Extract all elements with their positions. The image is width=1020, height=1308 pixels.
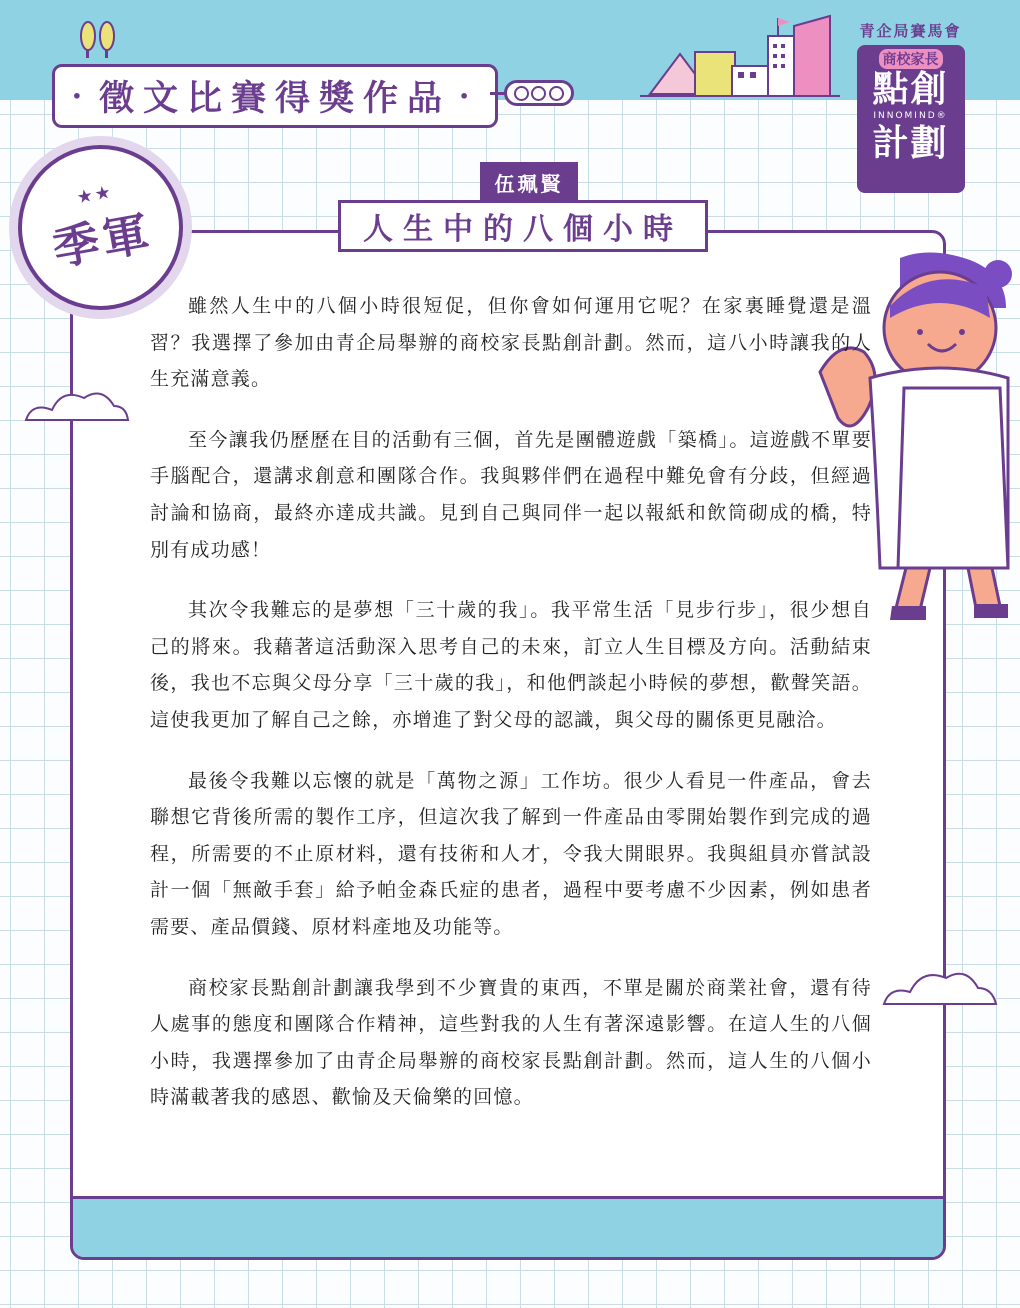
section-title: 徵文比賽得獎作品 <box>98 79 451 119</box>
rank-label: 季軍 <box>48 205 157 277</box>
logo-brand-line1: 點創 <box>872 69 949 110</box>
essay-body <box>150 288 872 1140</box>
section-title-box: • 徵文比賽得獎作品 • <box>52 64 498 128</box>
essay-paragraph: 最後令我難以忘懷的就是「萬物之源」工作坊。很少人看見一件產品，會去聯想它背後所需的製作工序，但這次我了解到一件產品由零開始製作到完成的過程，所需要的不止原材料，還有技術和人才，令我大開眼界。我與組員亦嘗試設計一個「無敵手套」給予帕金森氏症的患者，過程中要考慮不少因素，例如患者需要、產品價錢、原材料產地及功能等。 <box>150 769 872 938</box>
program-logo <box>848 14 973 204</box>
city-skyline-icon <box>640 14 840 100</box>
essay-paragraph: 其次令我難忘的是夢想「三十歲的我」。我平常生活「見步行步」，很少想自己的將來。我藉著這活動深入思考自己的未來，訂立人生目標及方向。活動結束後，我也不忘與父母分享「三十歲的我」，和他們談起小時候的夢想，歡聲笑語。這使我更加了解自己之餘，亦增進了對父母的認識，與父母的關係更見融洽。 <box>150 599 872 731</box>
logo-subtitle: 商校家長 <box>879 49 943 69</box>
essay-paragraph: 商校家長點創計劃讓我學到不少寶貴的東西，不單是關於商業社會，還有待人處事的態度和團隊合作精神，這些對我的人生有著深遠影響。在這人生的八個小時，我選擇參加了由青企局舉辦的商校家長點創計劃。然而，這人生的八個小時滿載著我的感恩、歡愉及天倫樂的回憶。 <box>150 976 872 1109</box>
logo-brand-box <box>857 45 965 193</box>
author-name: 伍珮賢 <box>480 162 578 202</box>
logo-organizer: 青企局賽馬會 <box>859 22 962 40</box>
star-icon: ★★ <box>75 181 115 209</box>
logo-english: INNOMIND® <box>873 111 948 121</box>
cloud-icon <box>880 962 1000 1012</box>
cloud-icon <box>22 380 132 430</box>
decorative-pill <box>504 80 574 106</box>
trees-icon <box>78 20 118 60</box>
logo-brand-line2: 計劃 <box>872 123 949 164</box>
essay-paragraph: 雖然人生中的八個小時很短促，但你會如何運用它呢？在家裏睡覺還是溫習？我選擇了參加由青企局舉辦的商校家長點創計劃。然而，這八小時讓我的人生充滿意義。 <box>150 295 872 391</box>
essay-title: 人生中的八個小時 <box>338 200 708 252</box>
essay-paragraph: 至今讓我仍歷歷在目的活動有三個，首先是團體遊戲「築橋」。這遊戲不單要手腦配合，還講求創意和團隊合作。我與夥伴們在過程中難免會有分歧，但經過討論和協商，最終亦達成共識。見到自己與同伴一起以報紙和飲筒砌成的橋，特別有成功感！ <box>150 428 872 561</box>
card-bottom-band <box>73 1196 943 1257</box>
